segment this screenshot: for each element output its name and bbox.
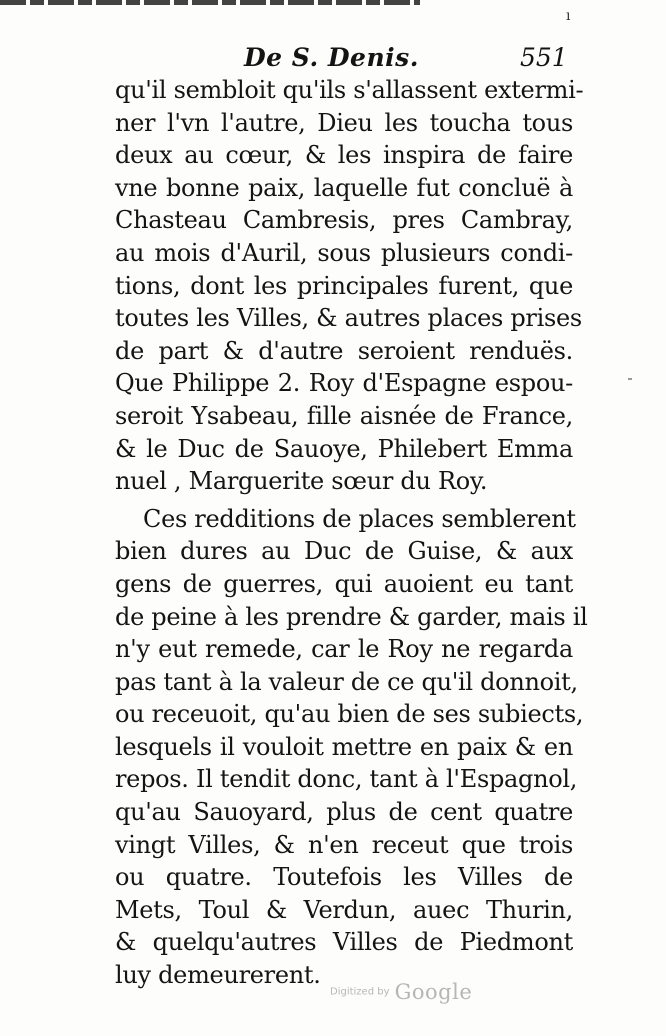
watermark-brand: Google <box>394 980 473 1004</box>
paragraph-1 <box>115 74 584 498</box>
text-line: vne bonne paix, laquelle fut concluë à <box>115 173 573 202</box>
text-line: Que Philippe 2. Roy d'Espagne espou- <box>115 369 573 398</box>
text-line: repos. Il tendit donc, tant à l'Espagnol, <box>115 765 578 794</box>
body-text <box>115 74 588 992</box>
ink-mark <box>628 378 632 380</box>
text-line: toutes les Villes, & autres places prises <box>115 304 582 333</box>
text-line: qu'au Sauoyard, plus de cent quatre <box>115 798 573 827</box>
text-line: deux au cœur, & les inspira de faire <box>115 141 573 170</box>
text-line: de peine à les prendre & garder, mais il <box>115 602 588 631</box>
text-line: Ces redditions de places semblerent <box>143 504 576 533</box>
watermark-prefix: Digitized by <box>330 986 390 998</box>
text-line: pas tant à la valeur de ce qu'il donnoit, <box>115 667 578 696</box>
paragraph-2 <box>115 503 588 992</box>
text-line: & le Duc de Sauoye, Philebert Emma <box>115 434 573 463</box>
text-line: tions, dont les principales furent, que <box>115 271 573 300</box>
text-line: luy demeurerent. <box>115 961 321 990</box>
text-line: Chasteau Cambresis, pres Cambray, <box>115 206 573 235</box>
text-line: gens de guerres, qui auoient eu tant <box>115 569 573 598</box>
top-border-ornament <box>0 0 420 5</box>
text-line: ou quatre. Toutefois les Villes de <box>115 863 573 892</box>
text-line: au mois d'Auril, sous plusieurs condi- <box>115 238 573 267</box>
page-number: 551 <box>520 43 568 72</box>
corner-mark: ı <box>566 8 571 24</box>
text-line: ou receuoit, qu'au bien de ses subiects, <box>115 700 584 729</box>
digitized-by-google-watermark <box>330 980 472 1004</box>
text-line: seroit Ysabeau, fille aisnée de France, <box>115 401 573 430</box>
text-line: nuel , Marguerite sœur du Roy. <box>115 467 488 496</box>
text-line: qu'il sembloit qu'ils s'allassent extermi- <box>115 76 584 104</box>
text-line: de part & d'autre seroient renduës. <box>115 336 573 365</box>
text-line: vingt Villes, & n'en receut que trois <box>115 830 573 859</box>
text-line: ner l'vn l'autre, Dieu les toucha tous <box>115 108 573 137</box>
text-line: lesquels il vouloit mettre en paix & en <box>115 732 573 761</box>
text-line: bien dures au Duc de Guise, & aux <box>115 537 573 566</box>
text-line: & quelqu'autres Villes de Piedmont <box>115 928 573 957</box>
running-head <box>0 43 666 77</box>
text-line: n'y eut remede, car le Roy ne regarda <box>115 635 573 664</box>
text-line: Mets, Toul & Verdun, auec Thurin, <box>115 895 573 924</box>
running-title: De S. Denis. <box>244 43 419 72</box>
